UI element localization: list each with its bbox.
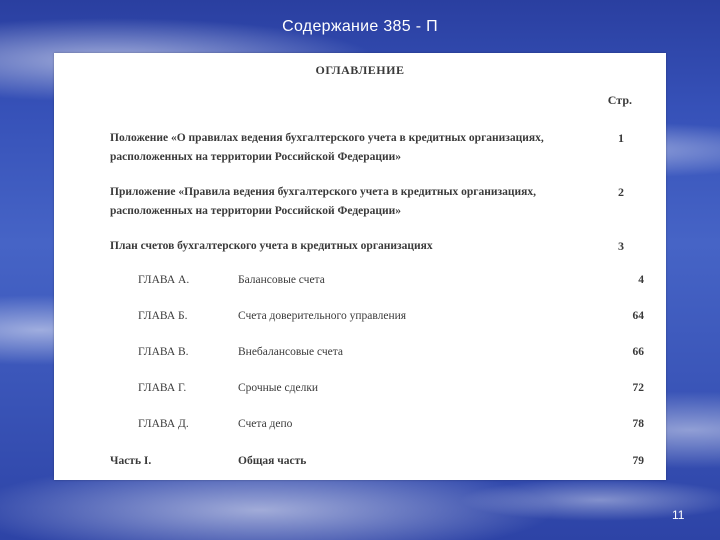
chapter-label: ГЛАВА В. [138,346,189,358]
toc-entry: План счетов бухгалтерского учета в кредитных организациях [110,240,433,252]
toc-part [110,455,644,475]
part-title: Общая часть [238,455,307,467]
chapter-title: Балансовые счета [238,274,325,286]
chapter-label: ГЛАВА Б. [138,310,188,322]
toc-chapter [138,274,644,294]
toc-chapter [138,382,644,402]
slide-title: Содержание 385 - П [282,18,438,35]
chapter-page: 66 [632,346,644,358]
chapter-page: 72 [632,382,644,394]
toc-entry-page: 1 [618,131,624,145]
chapter-label: ГЛАВА Г. [138,382,187,394]
page-column-header: Стр. [607,93,632,107]
toc-chapter [138,418,644,438]
document-heading: ОГЛАВЛЕНИЕ [315,63,405,77]
toc-chapter [138,310,644,330]
part-label: Часть I. [110,455,152,467]
chapter-title: Счета доверительного управления [238,310,407,322]
slide-number: 11 [672,508,685,522]
toc-entry-page: 3 [618,239,624,253]
chapter-label: ГЛАВА А. [138,274,190,286]
table-of-contents-image [54,53,666,480]
chapter-label: ГЛАВА Д. [138,418,189,430]
toc-entry-page: 2 [618,185,624,199]
chapter-page: 4 [638,274,644,286]
chapter-title: Срочные сделки [238,382,319,394]
chapter-title: Счета депо [238,418,293,430]
chapter-title: Внебалансовые счета [238,346,344,358]
toc-entry: Приложение «Правила ведения бухгалтерского учета в кредитных организациях, расположенных на территории Российской Федерации» [110,186,536,217]
toc-chapter [138,346,644,366]
chapter-page: 64 [632,310,644,322]
part-page: 79 [632,455,644,467]
chapter-page: 78 [632,418,644,430]
toc-entry: Положение «О правилах ведения бухгалтерского учета в кредитных организациях, расположенных на территории Российской Федерации» [110,132,544,163]
